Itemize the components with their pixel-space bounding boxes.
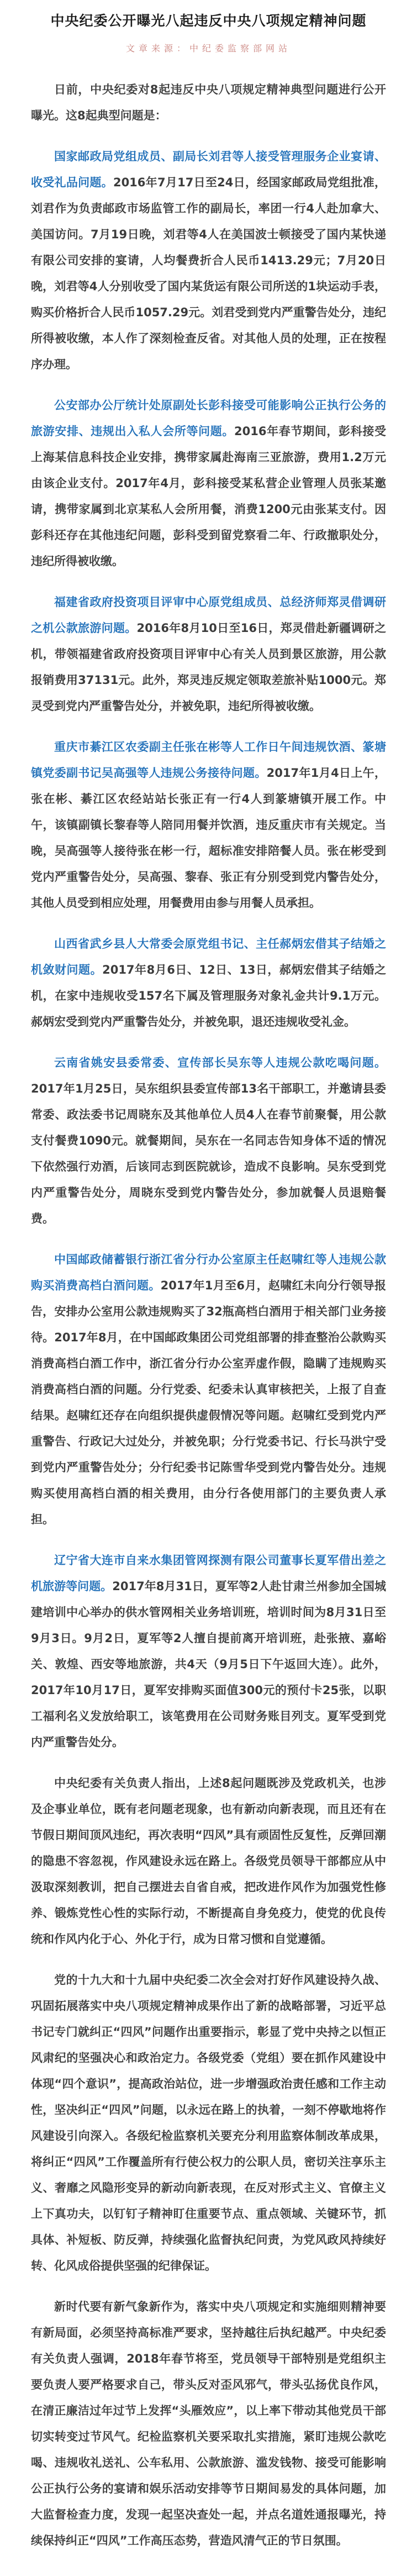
paragraph-text: 2017年1月4日上午，张在彬、綦江区农经站站长张正有一行4人到篆塘镇开展工作。中午，该镇副镇长黎春等人陪同用餐并饮酒，违反重庆市有关规定。当晚，吴高强等人接待张在彬一行，超标准安排陪餐人员。张在彬受到党内严重警告处分，吴高强、黎春、张正有分别受到党内警告处分，其他人员受到相应处理，用餐费用由参与用餐人员承担。: [31, 766, 387, 910]
paragraph-text: 2016年春节期间，彭科接受上海某信息科技企业安排，携带家属赴海南三亚旅游，费用1.2万元由该企业支付。2017年4月，彭科接受某私营企业管理人员张某邀请，携带家属到北京某私人会所用餐，消费1200元由张某支付。因彭科还存在其他违纪问题，彭科受到留党察看二年、行政撤职处分，违纪所得被收缴。: [31, 424, 386, 568]
article-body: [0, 54, 417, 2554]
case-paragraph-1: [31, 144, 386, 378]
case-paragraph-3: [31, 589, 386, 719]
commentary-paragraph-3: [31, 2294, 386, 2554]
case-title: 重庆市綦江区农委副主任张在彬等人工作日午间违规饮酒、篆塘镇党委副书记吴高强等人违规公务接待问题。: [31, 740, 386, 780]
paragraph-text: 2016年8月10日至16日，郑灵借赴新疆调研之机，带领福建省政府投资项目评审中心有关人员到景区旅游，用公款报销费用37131元。此外，郑灵违反规定领取差旅补贴1000元。郑灵受到党内严重警告处分，并被免职，违纪所得被收缴。: [31, 621, 386, 713]
paragraph-text: 党的十九大和十九届中央纪委二次全会对打好作风建设持久战、巩固拓展落实中央八项规定精神成果作出了新的战略部署，习近平总书记专门就纠正“四风”问题作出重要指示，彰显了党中央持之以恒正风肃纪的坚强决心和政治定力。各级党委（党组）要在抓作风建设中体现“四个意识”，提高政治站位，进一步增强政治责任感和工作主动性，坚决纠正“四风”问题，以永远在路上的执着，一刻不停歇地将作风建设引向深入。各级纪检监察机关要充分利用监察体制改革成果，将纠正“四风”工作覆盖所有行使公权力的公职人员，密切关注享乐主义、奢靡之风隐形变异的新动向新表现，在反对形式主义、官僚主义上下真功夫，以钉钉子精神盯住重要节点、重点领域、关键环节，抓具体、补短板、防反弹，持续强化监督执纪问责，为党风政风持续好转、化风成俗提供坚强的纪律保证。: [31, 1973, 386, 2272]
paragraph-text: 新时代要有新气象新作为，落实中央八项规定和实施细则精神要有新局面，必须坚持高标准严要求，坚持越往后执纪越严。中央纪委有关负责人强调，2018年春节将至，党员领导干部特别是党组织主要负责人要严格要求自己，带头反对歪风邪气，带头弘扬优良作风，在清正廉洁过年过节上发挥“头雁效应”，以上率下带动其他党员干部切实转变过节风气。纪检监察机关要采取扎实措施，紧盯违规公款吃喝、违规收礼送礼、公车私用、公款旅游、滥发钱物、接受可能影响公正执行公务的宴请和娱乐活动安排等节日期间易发的具体问题，加大监督检查力度，发现一起坚决查处一起，并点名道姓通报曝光，持续保持纠正“四风”工作高压态势，营造风清气正的节日氛围。: [31, 2300, 386, 2547]
case-paragraph-7: [31, 1247, 386, 1533]
intro-paragraph: [31, 77, 386, 129]
case-title: 中国邮政储蓄银行浙江省分行办公室原主任赵啸红等人违规公款购买消费高档白酒问题。: [31, 1252, 386, 1292]
case-paragraph-6: [31, 1050, 386, 1232]
case-title: 云南省姚安县委常委、宣传部长吴东等人违规公款吃喝问题。: [54, 1056, 386, 1069]
paragraph-text: 2016年7月17日至24日，经国家邮政局党组批准，刘君作为负责邮政市场监管工作的副局长，率团一行4人赴加拿大、美国访问。7月19日晚，刘君等4人在美国波士顿接受了国内某快递有限公司安排的宴请，人均餐费折合人民币1413.29元；7月20日晚，刘君等4人分别收受了国内某货运有限公司所送的1块运动手表，购买价格折合人民币1057.29元。刘君受到党内严重警告处分，违纪所得被收缴，本人作了深刻检查反省。对其他人员的处理，正在按程序办理。: [31, 175, 387, 371]
case-paragraph-8: [31, 1548, 386, 1755]
case-title: 公安部办公厅统计处原副处长彭科接受可能影响公正执行公务的旅游安排、违规出入私人会所等问题。: [31, 398, 386, 438]
page-title: 中央纪委公开曝光八起违反中央八项规定精神问题: [50, 13, 367, 29]
case-title: 辽宁省大连市自来水集团管网探测有限公司董事长夏军借出差之机旅游等问题。: [31, 1553, 386, 1593]
case-paragraph-5: [31, 931, 386, 1035]
commentary-paragraph-1: [31, 1770, 386, 1952]
case-paragraph-2: [31, 393, 386, 574]
case-title: 山西省武乡县人大常委会原党组书记、主任郝炳宏借其子结婚之机敛财问题。: [31, 937, 386, 976]
paragraph-text: 日前，中央纪委对8起违反中央八项规定精神典型问题进行公开曝光。这8起典型问题是：: [31, 82, 386, 122]
case-paragraph-4: [31, 734, 386, 916]
paragraph-text: 2017年8月6日、12日、13日，郝炳宏借其子结婚之机，在家中违规收受157名下属及管理服务对象礼金共计9.1万元。郝炳宏受到党内严重警告处分，并被免职，退还违规收受礼金。: [31, 963, 387, 1028]
paragraph-text: 2017年8月31日，夏军等2人赴甘肃兰州参加全国城建培训中心举办的供水管网相关业务培训班，培训时间为8月31日至9月3日。9月2日，夏军等2人擅自提前离开培训班，赴张掖、嘉峪关、敦煌、西安等地旅游，共4天（9月5日下午返回大连）。此外，2017年10月17日，夏军安排购买面值300元的预付卡25张，以职工福利名义发放给职工，该笔费用在公司财务账目列支。夏军受到党内严重警告处分。: [31, 1579, 386, 1749]
paragraph-text: 2017年1月25日，吴东组织县委宣传部13名干部职工，并邀请县委常委、政法委书记周晓东及其他单位人员4人在春节前聚餐，用公款支付餐费1090元。就餐期间，吴东在一名同志告知身体不适的情况下依然强行劝酒，后该同志到医院就诊，造成不良影响。吴东受到党内严重警告处分，周晓东受到党内警告处分，参加就餐人员退赔餐费。: [31, 1081, 386, 1225]
case-title: 国家邮政局党组成员、副局长刘君等人接受管理服务企业宴请、收受礼品问题。: [31, 149, 386, 189]
article-source: 文章来源：中纪委监察部网站: [125, 43, 291, 54]
case-title: 福建省政府投资项目评审中心原党组成员、总经济师郑灵借调研之机公款旅游问题。: [31, 595, 386, 635]
paragraph-text: 2017年1月至6月，赵啸红未向分行领导报告，安排办公室用公款违规购买了32瓶高档白酒用于相关部门业务接待。2017年8月，在中国邮政集团公司党组部署的排查整治公款购买消费高档白酒工作中，浙江省分行办公室弄虚作假，隐瞒了违规购买消费高档白酒的问题。分行党委、纪委未认真审核把关，上报了自查结果。赵啸红还存在向组织提供虚假情况等问题。赵啸红受到党内严重警告、行政记大过处分，并被免职；分行党委书记、行长马洪宁受到党内严重警告处分；分行纪委书记陈雪华受到党内警告处分。违规购买使用高档白酒的相关费用，由分行各使用部门的主要负责人承担。: [31, 1278, 387, 1526]
paragraph-text: 中央纪委有关负责人指出，上述8起问题既涉及党政机关，也涉及企事业单位，既有老问题老现象，也有新动向新表现，而且还有在节假日期间顶风违纪，再次表明“四风”具有顽固性反复性，反弹回潮的隐患不容忽视，作风建设永远在路上。各级党员领导干部都应从中汲取深刻教训，把自己摆进去自省自戒，把改进作风作为加强党性修养、锻炼党性心性的实际行动，不断提高自身免疫力，使党的优良传统和作风内化于心、外化于行，成为日常习惯和自觉遵循。: [31, 1776, 386, 1946]
commentary-paragraph-2: [31, 1967, 386, 2279]
